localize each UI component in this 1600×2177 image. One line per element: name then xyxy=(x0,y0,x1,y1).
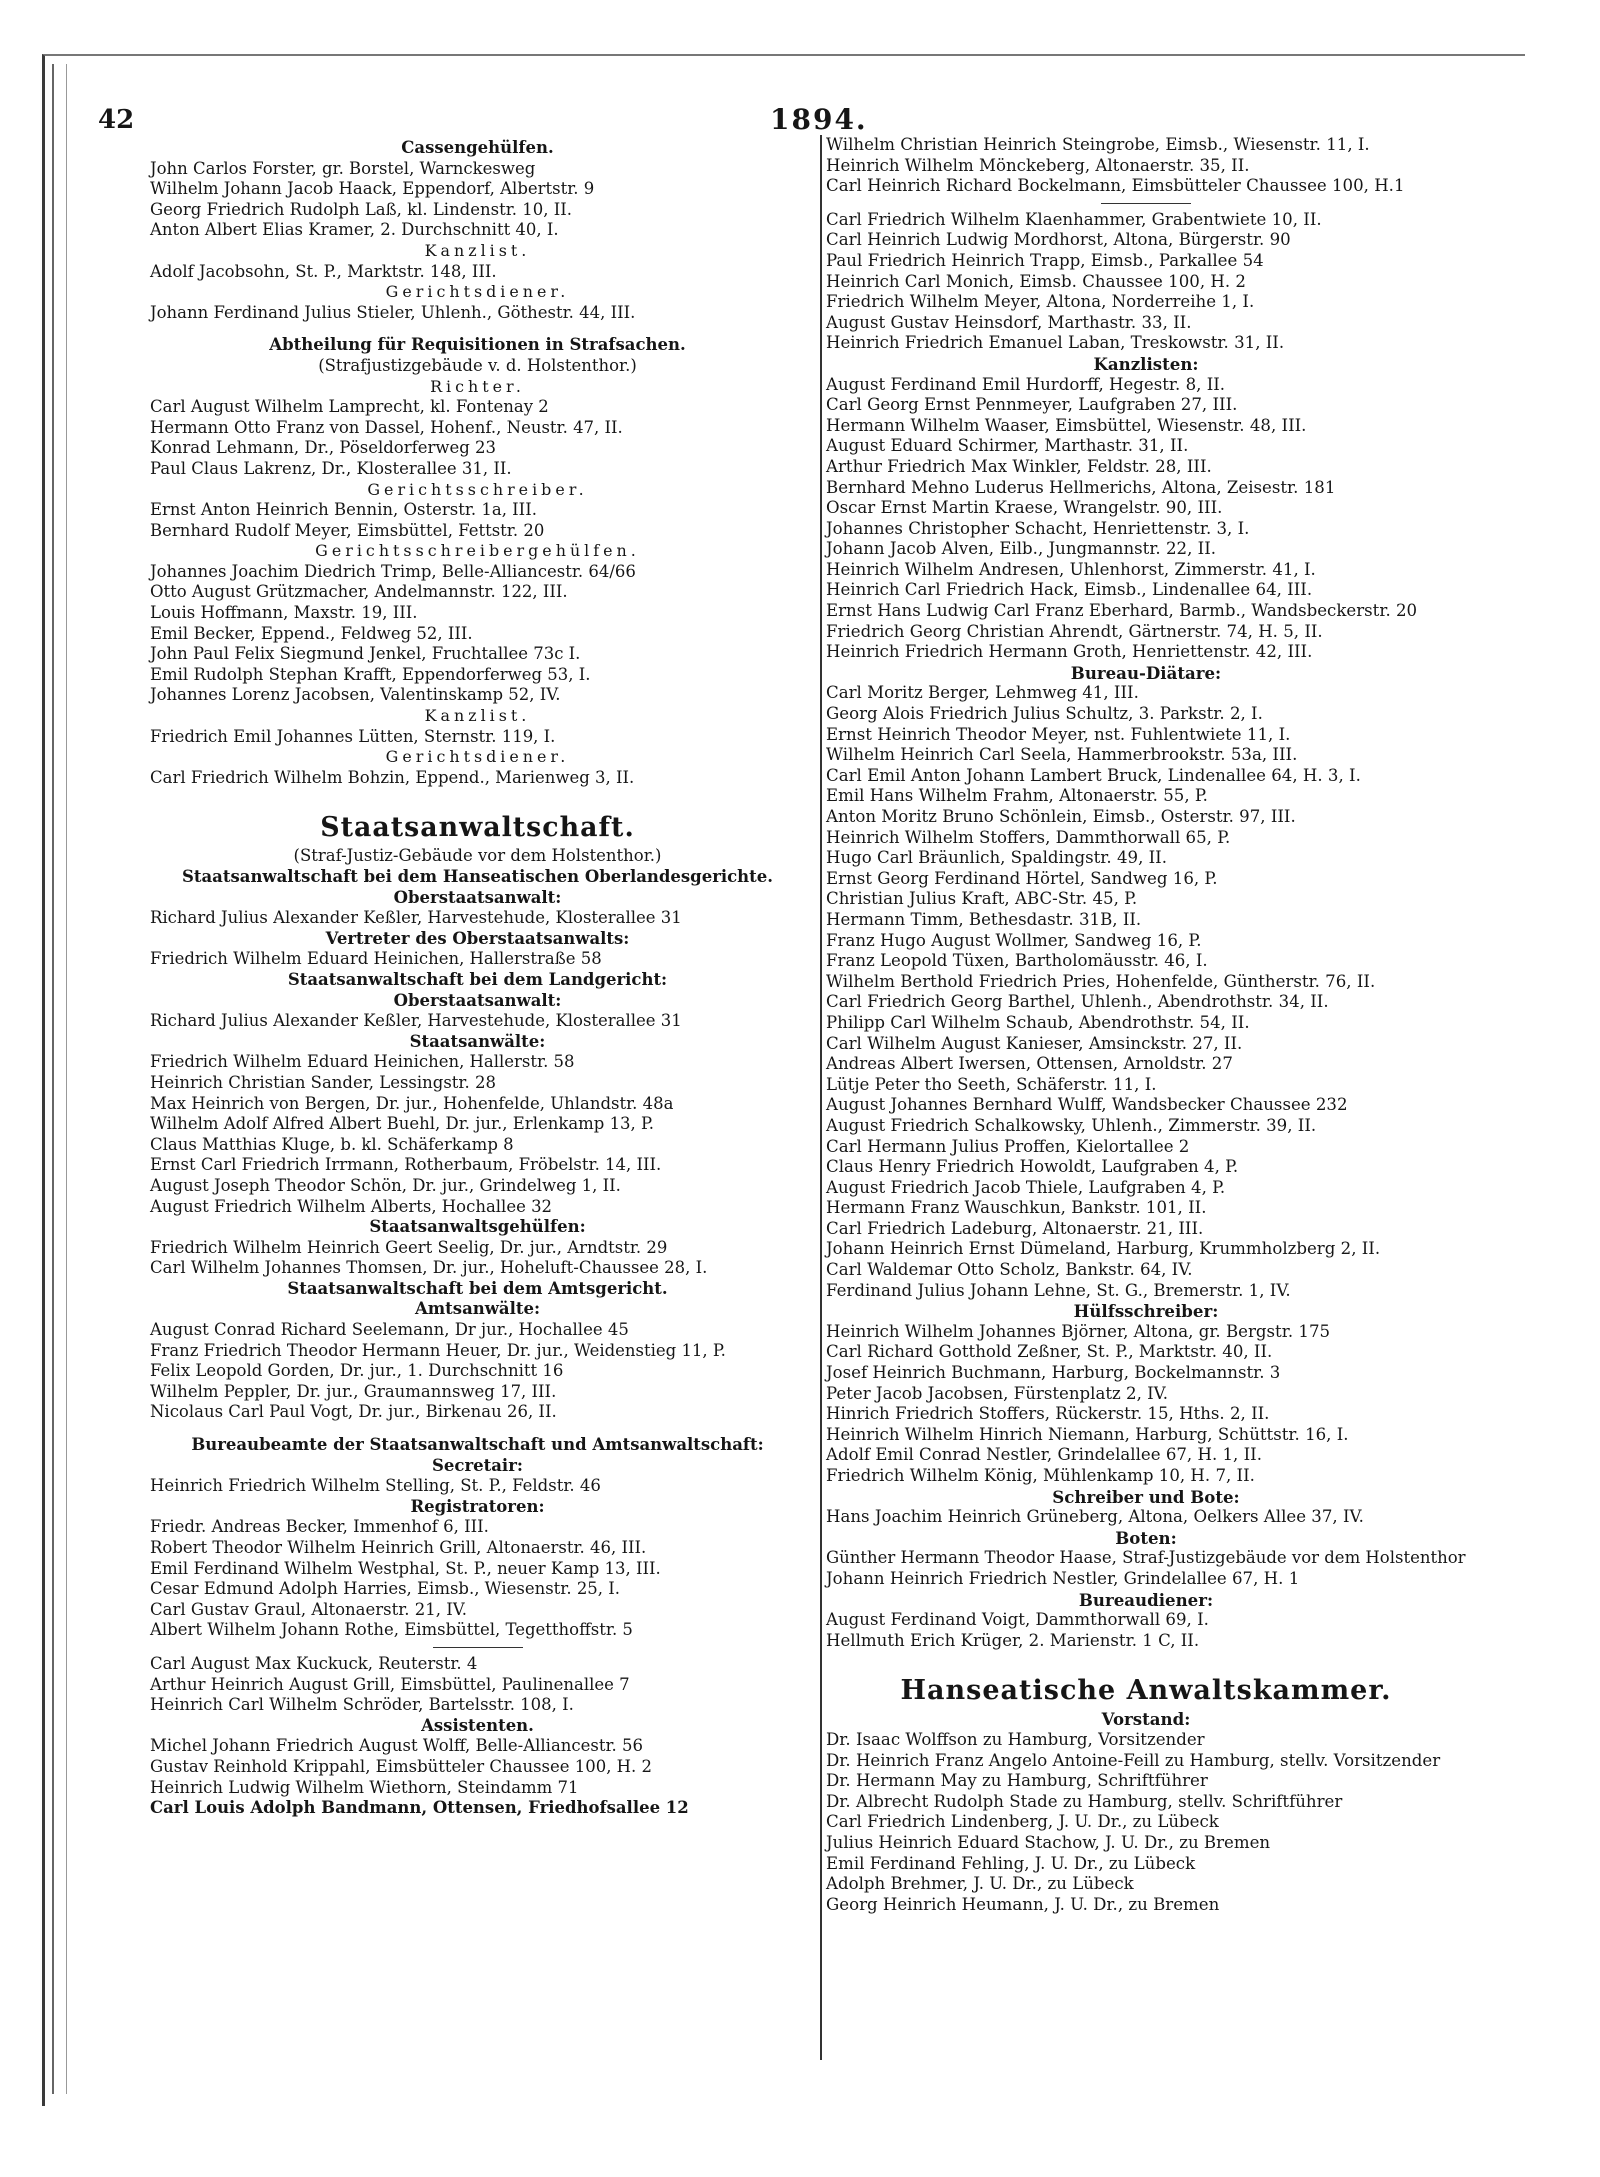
entry-line: Emil Ferdinand Wilhelm Westphal, St. P., neuer Kamp 13, III. xyxy=(150,1558,661,1578)
main-title: Hanseatische Anwaltskammer. xyxy=(900,1675,1392,1707)
entry-line: Johannes Lorenz Jacobsen, Valentinskamp 52, IV. xyxy=(150,685,561,705)
entry-line: Wilhelm Christian Heinrich Steingrobe, Eimsb., Wiesenstr. 11, I. xyxy=(826,135,1370,154)
separator-rule xyxy=(1101,203,1191,204)
page-stack-edge xyxy=(52,64,67,2094)
entry-line: Carl Friedrich Wilhelm Klaenhammer, Grabentwiete 10, II. xyxy=(826,209,1322,229)
rank-heading: Richter. xyxy=(430,376,525,396)
rank-heading: Gerichtsschreiber. xyxy=(367,479,588,499)
entry-line: Carl August Max Kuckuck, Reuterstr. 4 xyxy=(150,1653,478,1673)
entry-line: Robert Theodor Wilhelm Heinrich Grill, Altonaerstr. 46, III. xyxy=(150,1538,647,1557)
section-heading: Amtsanwälte: xyxy=(414,1299,541,1319)
entry-line: Anton Moritz Bruno Schönlein, Eimsb., Osterstr. 97, III. xyxy=(826,807,1296,826)
entry-line: Josef Heinrich Buchmann, Harburg, Bockelmannstr. 3 xyxy=(826,1363,1281,1383)
section-heading: Assistenten. xyxy=(421,1715,534,1735)
entry-line: Philipp Carl Wilhelm Schaub, Abendrothstr. 54, II. xyxy=(826,1012,1250,1032)
entry-line: Ernst Carl Friedrich Irrmann, Rotherbaum, Fröbelstr. 14, III. xyxy=(150,1155,662,1175)
entry-line: Bernhard Mehno Luderus Hellmerichs, Altona, Zeisestr. 181 xyxy=(826,477,1336,497)
entry-line: Paul Friedrich Heinrich Trapp, Eimsb., Parkallee 54 xyxy=(826,250,1264,270)
entry-line: Richard Julius Alexander Keßler, Harvestehude, Klosterallee 31 xyxy=(150,908,682,928)
entry-line: Friedrich Wilhelm König, Mühlenkamp 10, H. 7, II. xyxy=(826,1466,1255,1485)
entry-line: Nicolaus Carl Paul Vogt, Dr. jur., Birkenau 26, II. xyxy=(150,1402,557,1422)
rank-heading: Kanzlist. xyxy=(424,240,531,260)
entry-line: Adolf Jacobsohn, St. P., Marktstr. 148, III. xyxy=(150,261,497,281)
entry-line: Heinrich Carl Monich, Eimsb. Chaussee 100, H. 2 xyxy=(826,271,1246,291)
entry-line: Georg Alois Friedrich Julius Schultz, 3. Parkstr. 2, I. xyxy=(826,704,1263,724)
left-column xyxy=(150,138,805,1819)
entry-line: Emil Rudolph Stephan Krafft, Eppendorferweg 53, I. xyxy=(150,664,591,684)
page-number: 42 xyxy=(98,105,135,135)
rank-heading: Gerichtsdiener. xyxy=(385,747,570,767)
entry-line: Heinrich Ludwig Wilhelm Wiethorn, Steindamm 71 xyxy=(150,1777,579,1797)
entry-line: Friedrich Georg Christian Ahrendt, Gärtnerstr. 74, H. 5, II. xyxy=(826,621,1323,641)
entry-line: Albert Wilhelm Johann Rothe, Eimsbüttel, Tegetthoffstr. 5 xyxy=(150,1620,633,1640)
main-title: Staatsanwaltschaft. xyxy=(320,812,635,844)
entry-line: Heinrich Wilhelm Stoffers, Dammthorwall 65, P. xyxy=(826,827,1231,847)
entry-line: Peter Jacob Jacobsen, Fürstenplatz 2, IV. xyxy=(826,1383,1169,1403)
entry-line: Carl Heinrich Ludwig Mordhorst, Altona, Bürgerstr. 90 xyxy=(826,230,1291,250)
entry-line: Wilhelm Adolf Alfred Albert Buehl, Dr. jur., Erlenkamp 13, P. xyxy=(150,1114,655,1134)
entry-line: Cesar Edmund Adolph Harries, Eimsb., Wiesenstr. 25, I. xyxy=(150,1579,621,1599)
section-heading: Schreiber und Bote: xyxy=(1052,1486,1240,1507)
entry-line: Heinrich Christian Sander, Lessingstr. 28 xyxy=(150,1072,496,1092)
entry-line: Bernhard Rudolf Meyer, Eimsbüttel, Fettstr. 20 xyxy=(150,520,545,540)
entry-line: Arthur Friedrich Max Winkler, Feldstr. 28, III. xyxy=(826,456,1212,476)
entry-line: Heinrich Wilhelm Hinrich Niemann, Harburg, Schüttstr. 16, I. xyxy=(826,1424,1349,1444)
entry-line: Johannes Joachim Diedrich Trimp, Belle-Alliancestr. 64/66 xyxy=(150,561,636,581)
entry-line: Emil Hans Wilhelm Frahm, Altonaerstr. 55, P. xyxy=(826,786,1208,806)
section-heading: Hülfsschreiber: xyxy=(1073,1301,1219,1322)
entry-line: Adolph Brehmer, J. U. Dr., zu Lübeck xyxy=(826,1874,1134,1894)
entry-line: Arthur Heinrich August Grill, Eimsbüttel, Paulinenallee 7 xyxy=(150,1674,630,1694)
entry-line: Hans Joachim Heinrich Grüneberg, Altona, Oelkers Allee 37, IV. xyxy=(826,1507,1364,1527)
entry-line: August Joseph Theodor Schön, Dr. jur., Grindelweg 1, II. xyxy=(150,1175,621,1195)
entry-line: Emil Ferdinand Fehling, J. U. Dr., zu Lübeck xyxy=(826,1853,1196,1873)
entry-line: Heinrich Wilhelm Mönckeberg, Altonaerstr. 35, II. xyxy=(826,155,1250,175)
entry-line: John Paul Felix Siegmund Jenkel, Fruchtallee 73c I. xyxy=(150,644,581,664)
section-heading: Kanzlisten: xyxy=(1093,353,1199,374)
entry-line: Felix Leopold Gorden, Dr. jur., 1. Durchschnitt 16 xyxy=(150,1361,564,1381)
entry-line: Hermann Timm, Bethesdastr. 31B, II. xyxy=(826,909,1142,929)
entry-line: August Ferdinand Emil Hurdorff, Hegestr. 8, II. xyxy=(826,374,1226,394)
entry-line: August Friedrich Jacob Thiele, Laufgraben 4, P. xyxy=(826,1177,1226,1197)
entry-line: Dr. Isaac Wolffson zu Hamburg, Vorsitzender xyxy=(826,1729,1205,1749)
entry-line: Gustav Reinhold Krippahl, Eimsbütteler Chaussee 100, H. 2 xyxy=(150,1756,653,1776)
entry-line: Carl Louis Adolph Bandmann, Ottensen, Friedhofsallee 12 xyxy=(150,1798,689,1818)
separator-rule xyxy=(433,1647,523,1648)
entry-line: Wilhelm Johann Jacob Haack, Eppendorf, Albertstr. 9 xyxy=(150,179,595,199)
spacer xyxy=(150,1423,805,1435)
entry-line: Carl Heinrich Richard Bockelmann, Eimsbütteler Chaussee 100, H.1 xyxy=(826,176,1405,196)
entry-line: Heinrich Wilhelm Johannes Björner, Altona, gr. Bergstr. 175 xyxy=(826,1321,1331,1341)
entry-line: Ernst Anton Heinrich Bennin, Osterstr. 1a, III. xyxy=(150,500,537,520)
entry-line: Emil Becker, Eppend., Feldweg 52, III. xyxy=(150,623,473,643)
entry-line: Heinrich Friedrich Hermann Groth, Henriettenstr. 42, III. xyxy=(826,642,1313,662)
entry-line: Julius Heinrich Eduard Stachow, J. U. Dr., zu Bremen xyxy=(826,1832,1271,1852)
entry-line: Franz Friedrich Theodor Hermann Heuer, Dr. jur., Weidenstieg 11, P. xyxy=(150,1340,726,1360)
entry-line: Friedrich Wilhelm Meyer, Altona, Norderreihe 1, I. xyxy=(826,292,1255,312)
section-heading: Staatsanwaltschaft bei dem Landgericht: xyxy=(287,969,668,989)
section-heading: Boten: xyxy=(1115,1527,1177,1548)
entry-line: August Johannes Bernhard Wulff, Wandsbecker Chaussee 232 xyxy=(826,1095,1348,1115)
entry-line: Hermann Wilhelm Waaser, Eimsbüttel, Wiesenstr. 48, III. xyxy=(826,415,1307,435)
entry-line: Dr. Albrecht Rudolph Stade zu Hamburg, stellv. Schriftführer xyxy=(826,1791,1343,1811)
entry-line: Hermann Otto Franz von Dassel, Hohenf., Neustr. 47, II. xyxy=(150,417,623,437)
entry-line: Anton Albert Elias Kramer, 2. Durchschnitt 40, I. xyxy=(150,220,559,240)
entry-line: Andreas Albert Iwersen, Ottensen, Arnoldstr. 27 xyxy=(826,1054,1233,1074)
entry-line: August Ferdinand Voigt, Dammthorwall 69, I. xyxy=(826,1610,1209,1630)
entry-line: Franz Hugo August Wollmer, Sandweg 16, P. xyxy=(826,930,1202,950)
entry-line: Dr. Hermann May zu Hamburg, Schriftführer xyxy=(826,1771,1208,1791)
entry-line: Franz Leopold Tüxen, Bartholomäusstr. 46, I. xyxy=(826,951,1208,971)
entry-line: Adolf Emil Conrad Nestler, Grindelallee 67, H. 1, II. xyxy=(826,1445,1262,1465)
spacer xyxy=(150,788,805,810)
section-heading: Vorstand: xyxy=(1101,1709,1191,1730)
entry-line: Ferdinand Julius Johann Lehne, St. G., Bremerstr. 1, IV. xyxy=(826,1280,1291,1300)
section-heading: Abtheilung für Requisitionen in Strafsachen. xyxy=(269,335,686,355)
entry-line: Friedrich Emil Johannes Lütten, Sternstr. 119, I. xyxy=(150,726,556,746)
entry-line: Johann Heinrich Friedrich Nestler, Grindelallee 67, H. 1 xyxy=(826,1568,1300,1588)
entry-line: Christian Julius Kraft, ABC-Str. 45, P. xyxy=(826,889,1138,909)
entry-line: Georg Heinrich Heumann, J. U. Dr., zu Bremen xyxy=(826,1894,1220,1914)
section-heading: Oberstaatsanwalt: xyxy=(393,887,562,907)
section-heading: Secretair: xyxy=(432,1455,523,1475)
entry-line: John Carlos Forster, gr. Borstel, Warnckesweg xyxy=(150,158,536,178)
section-heading: Staatsanwälte: xyxy=(409,1031,546,1051)
entry-line: Friedr. Andreas Becker, Immenhof 6, III. xyxy=(150,1517,489,1537)
entry-line: Claus Henry Friedrich Howoldt, Laufgraben 4, P. xyxy=(826,1157,1239,1177)
entry-line: Carl Richard Gotthold Zeßner, St. P., Marktstr. 40, II. xyxy=(826,1342,1273,1362)
rank-heading: Kanzlist. xyxy=(424,706,531,726)
entry-line: Louis Hoffmann, Maxstr. 19, III. xyxy=(150,603,418,623)
entry-line: Ernst Heinrich Theodor Meyer, nst. Fuhlentwiete 11, I. xyxy=(826,724,1291,744)
spacer xyxy=(826,1651,1466,1673)
location-note: (Strafjustizgebäude v. d. Holstenthor.) xyxy=(318,355,637,375)
entry-line: Carl Friedrich Wilhelm Bohzin, Eppend., Marienweg 3, II. xyxy=(150,767,635,787)
entry-line: Carl Hermann Julius Proffen, Kielortallee 2 xyxy=(826,1136,1190,1156)
entry-line: Friedrich Wilhelm Heinrich Geert Seelig, Dr. jur., Arndtstr. 29 xyxy=(150,1237,668,1257)
spacer xyxy=(150,323,805,335)
entry-line: Hellmuth Erich Krüger, 2. Marienstr. 1 C, II. xyxy=(826,1630,1200,1650)
entry-line: August Conrad Richard Seelemann, Dr jur., Hochallee 45 xyxy=(150,1320,629,1340)
entry-line: Hinrich Friedrich Stoffers, Rückerstr. 15, Hths. 2, II. xyxy=(826,1404,1270,1424)
entry-line: Konrad Lehmann, Dr., Pöseldorferweg 23 xyxy=(150,438,496,458)
entry-line: Friedrich Wilhelm Eduard Heinichen, Hallerstraße 58 xyxy=(150,949,602,969)
entry-line: Carl Wilhelm August Kanieser, Amsinckstr. 27, II. xyxy=(826,1033,1243,1053)
entry-line: Hugo Carl Bräunlich, Spaldingstr. 49, II. xyxy=(826,848,1168,868)
entry-line: Wilhelm Berthold Friedrich Pries, Hohenfelde, Güntherstr. 76, II. xyxy=(826,971,1376,991)
entry-line: Claus Matthias Kluge, b. kl. Schäferkamp 8 xyxy=(150,1134,514,1154)
section-heading: Cassengehülfen. xyxy=(401,138,554,157)
entry-line: Richard Julius Alexander Keßler, Harvestehude, Klosterallee 31 xyxy=(150,1011,682,1031)
right-column xyxy=(820,135,1466,2060)
entry-line: Otto August Grützmacher, Andelmannstr. 122, III. xyxy=(150,582,568,602)
entry-line: Heinrich Carl Wilhelm Schröder, Bartelsstr. 108, I. xyxy=(150,1695,574,1715)
entry-line: August Gustav Heinsdorf, Marthastr. 33, II. xyxy=(826,312,1192,332)
entry-line: Carl Georg Ernst Pennmeyer, Laufgraben 27, III. xyxy=(826,395,1238,415)
rank-heading: Gerichtsschreibergehülfen. xyxy=(315,541,640,561)
entry-line: Carl Friedrich Lindenberg, J. U. Dr., zu Lübeck xyxy=(826,1812,1219,1832)
section-heading: Staatsanwaltschaft bei dem Hanseatischen Oberlandesgerichte. xyxy=(181,867,773,886)
section-heading: Staatsanwaltschaft bei dem Amtsgericht. xyxy=(287,1278,668,1298)
entry-line: Carl Moritz Berger, Lehmweg 41, III. xyxy=(826,683,1139,703)
entry-line: Johann Ferdinand Julius Stieler, Uhlenh., Göthestr. 44, III. xyxy=(150,302,636,322)
entry-line: Lütje Peter tho Seeth, Schäferstr. 11, I. xyxy=(826,1074,1157,1094)
page-year: 1894. xyxy=(770,103,868,136)
entry-line: Ernst Hans Ludwig Carl Franz Eberhard, Barmb., Wandsbeckerstr. 20 xyxy=(826,601,1418,621)
entry-line: Carl Waldemar Otto Scholz, Bankstr. 64, IV. xyxy=(826,1260,1193,1280)
section-heading: Bureaudiener: xyxy=(1078,1589,1214,1610)
entry-line: Heinrich Friedrich Emanuel Laban, Treskowstr. 31, II. xyxy=(826,333,1285,353)
entry-line: Carl Gustav Graul, Altonaerstr. 21, IV. xyxy=(150,1599,467,1619)
section-heading: Bureau-Diätare: xyxy=(1070,662,1222,683)
entry-line: Georg Friedrich Rudolph Laß, kl. Lindenstr. 10, II. xyxy=(150,199,572,219)
entry-line: Carl Emil Anton Johann Lambert Bruck, Lindenallee 64, H. 3, I. xyxy=(826,765,1361,785)
entry-line: Johann Jacob Alven, Eilb., Jungmannstr. 22, II. xyxy=(826,539,1217,559)
entry-line: August Friedrich Schalkowsky, Uhlenh., Zimmerstr. 39, II. xyxy=(826,1115,1317,1135)
entry-line: Heinrich Carl Friedrich Hack, Eimsb., Lindenallee 64, III. xyxy=(826,580,1313,600)
entry-line: Dr. Heinrich Franz Angelo Antoine-Feill zu Hamburg, stellv. Vorsitzender xyxy=(826,1750,1441,1770)
entry-line: Heinrich Wilhelm Andresen, Uhlenhorst, Zimmerstr. 41, I. xyxy=(826,559,1316,579)
entry-line: August Friedrich Wilhelm Alberts, Hochallee 32 xyxy=(150,1196,553,1216)
rank-heading: Gerichtsdiener. xyxy=(385,282,570,302)
entry-line: Oscar Ernst Martin Kraese, Wrangelstr. 90, III. xyxy=(826,498,1223,518)
entry-line: Friedrich Wilhelm Eduard Heinichen, Hallerstr. 58 xyxy=(150,1052,575,1072)
entry-line: Carl August Wilhelm Lamprecht, kl. Fontenay 2 xyxy=(150,397,549,417)
location-note: (Straf-Justiz-Gebäude vor dem Holstenthor.) xyxy=(293,846,662,866)
entry-line: Michel Johann Friedrich August Wolff, Belle-Alliancestr. 56 xyxy=(150,1736,643,1756)
section-heading: Oberstaatsanwalt: xyxy=(393,990,562,1010)
entry-line: Günther Hermann Theodor Haase, Straf-Justizgebäude vor dem Holstenthor xyxy=(826,1548,1466,1568)
entry-line: Carl Friedrich Georg Barthel, Uhlenh., Abendrothstr. 34, II. xyxy=(826,992,1329,1012)
section-heading: Staatsanwaltsgehülfen: xyxy=(369,1217,586,1237)
section-heading: Vertreter des Oberstaatsanwalts: xyxy=(325,928,630,948)
section-heading: Bureaubeamte der Staatsanwaltschaft und Amtsanwaltschaft: xyxy=(191,1435,764,1455)
entry-line: Carl Friedrich Ladeburg, Altonaerstr. 21, III. xyxy=(826,1218,1204,1238)
entry-line: August Eduard Schirmer, Marthastr. 31, II. xyxy=(826,436,1189,456)
entry-line: Wilhelm Peppler, Dr. jur., Graumannsweg 17, III. xyxy=(150,1381,557,1401)
entry-line: Johann Heinrich Ernst Dümeland, Harburg, Krummholzberg 2, II. xyxy=(826,1239,1381,1259)
entry-line: Hermann Franz Wauschkun, Bankstr. 101, II. xyxy=(826,1198,1207,1218)
entry-line: Heinrich Friedrich Wilhelm Stelling, St. P., Feldstr. 46 xyxy=(150,1476,601,1496)
entry-line: Wilhelm Heinrich Carl Seela, Hammerbrookstr. 53a, III. xyxy=(826,745,1298,765)
entry-line: Ernst Georg Ferdinand Hörtel, Sandweg 16, P. xyxy=(826,868,1218,888)
entry-line: Carl Wilhelm Johannes Thomsen, Dr. jur., Hoheluft-Chaussee 28, I. xyxy=(150,1258,708,1278)
entry-line: Paul Claus Lakrenz, Dr., Klosterallee 31, II. xyxy=(150,458,512,478)
entry-line: Johannes Christopher Schacht, Henriettenstr. 3, I. xyxy=(826,518,1250,538)
section-heading: Registratoren: xyxy=(410,1496,545,1516)
entry-line: Max Heinrich von Bergen, Dr. jur., Hohenfelde, Uhlandstr. 48a xyxy=(150,1093,674,1113)
